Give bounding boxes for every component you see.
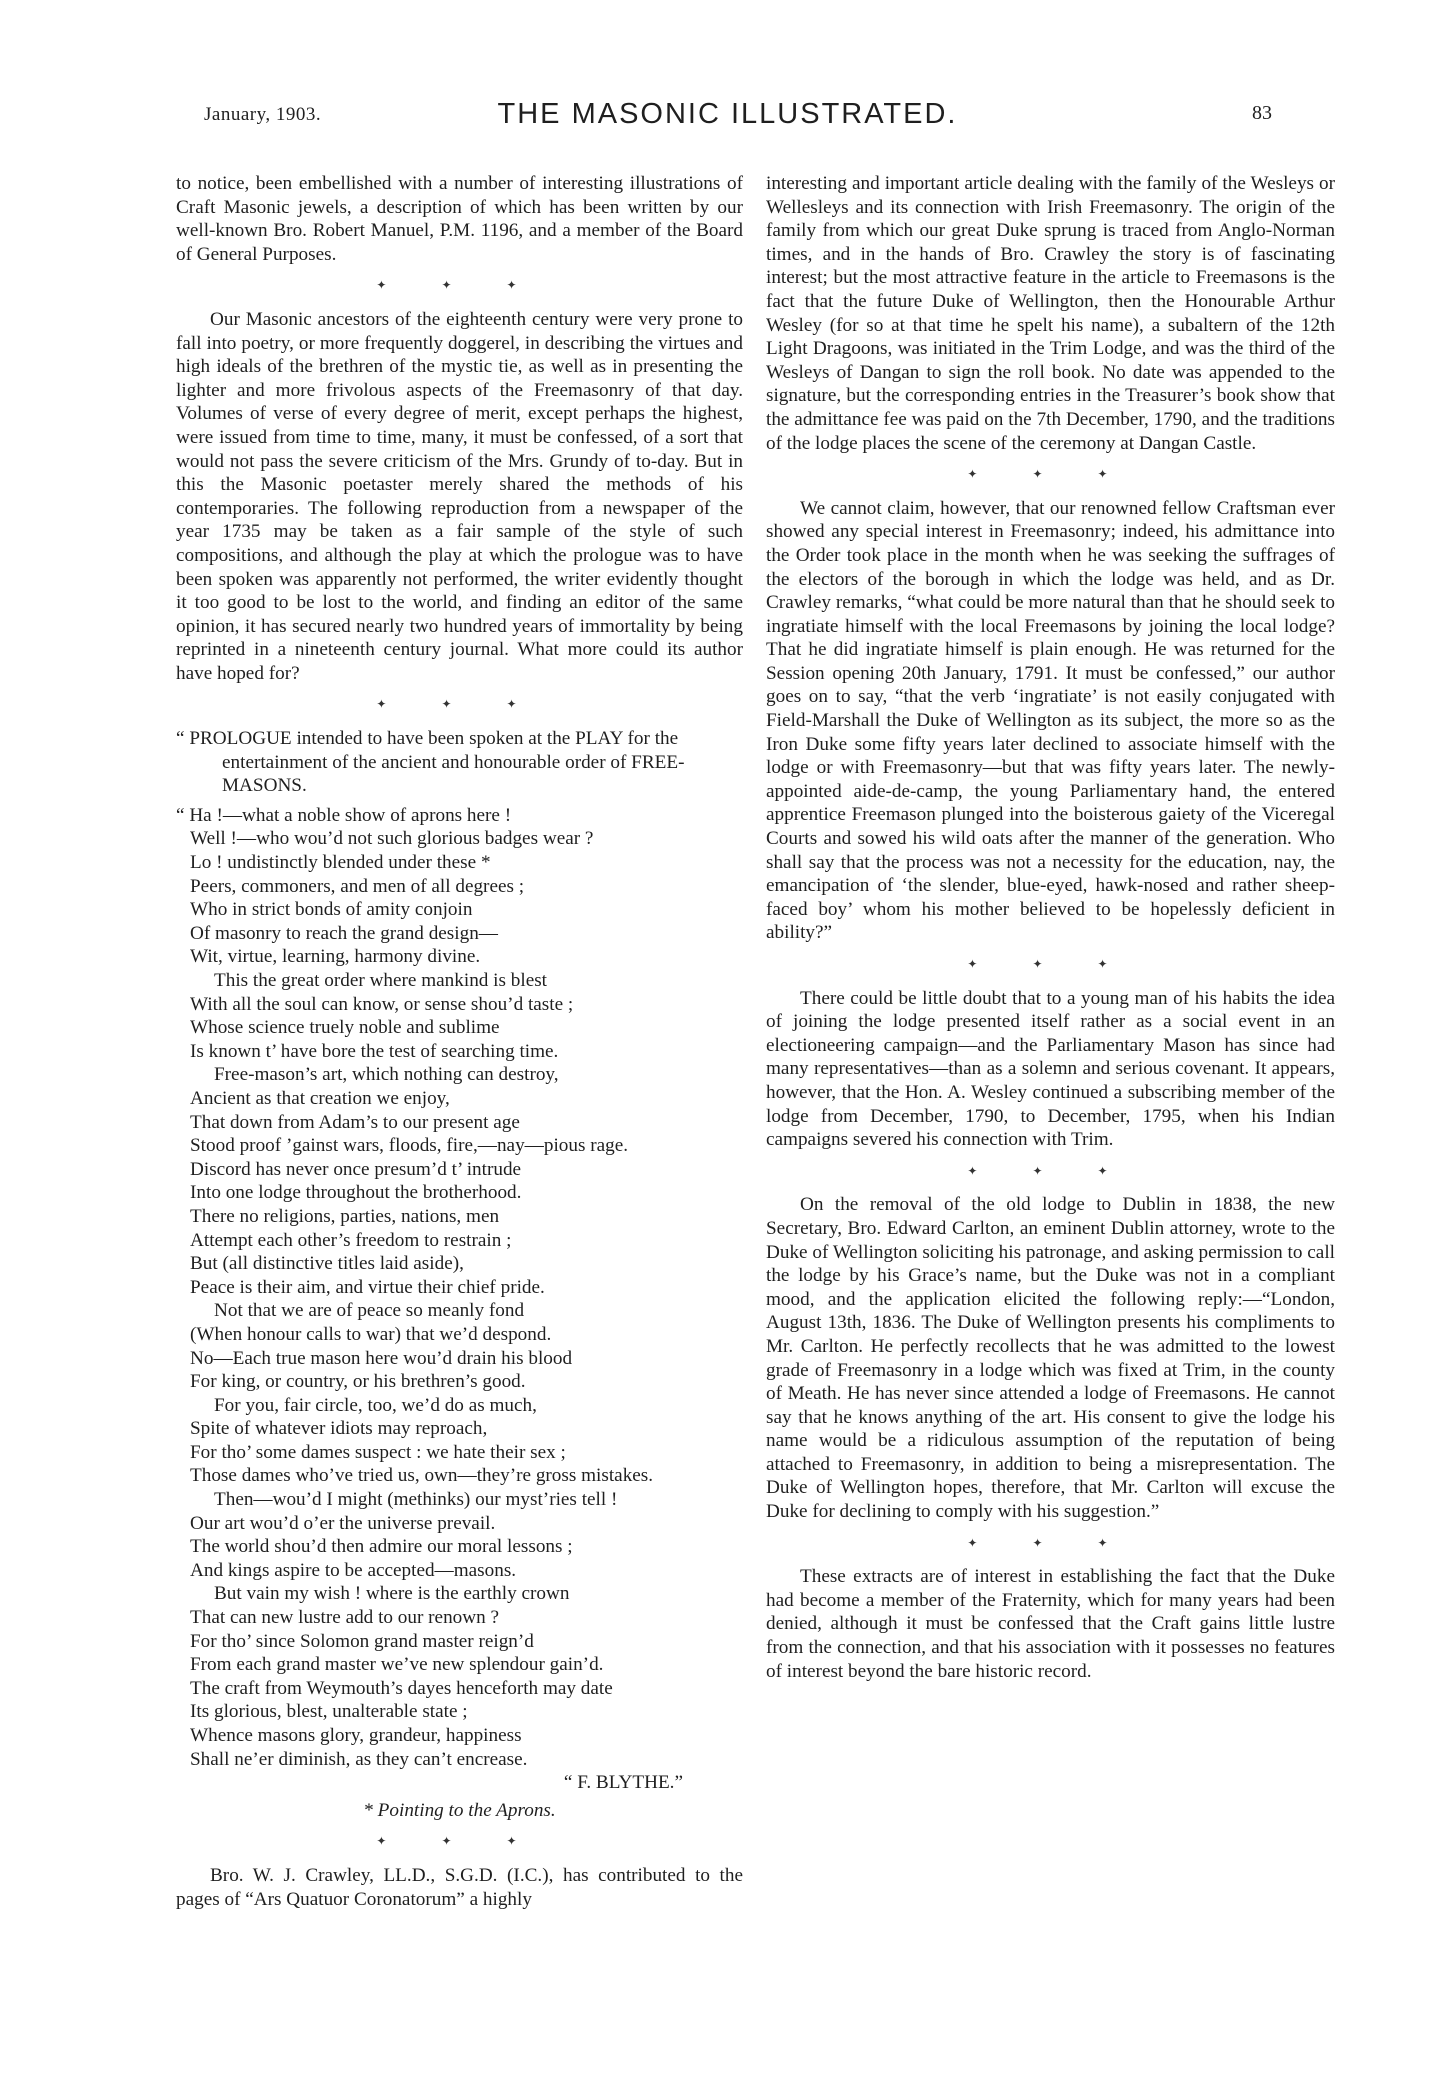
poem-line: Those dames who’ve tried us, own—they’re gross mistakes. [190,1465,654,1487]
poem-line: Whence masons glory, grandeur, happiness [190,1725,522,1746]
header-date: January, 1903. [204,104,322,125]
poem-line: Is known t’ have bore the test of searching time. [190,1040,559,1062]
poem-line: The craft from Weymouth’s dayes henceforth may date [190,1677,613,1699]
conclusion-paragraph: These extracts are of interest in establishing the fact that the Duke had become a member of the Fraternity, which for many years had been denied, although it must be confessed that the Craft gains little lustre from the connection, and that his association with it possesses no features of interest beyond the bare historic record. [766,1566,1335,1682]
section-ornament: ✦ ✦ ✦ [376,278,543,293]
section-ornament: ✦ ✦ ✦ [376,697,543,712]
poem-line: No—Each true mason here wou’d drain his blood [190,1347,573,1369]
ancestors-paragraph: Our Masonic ancestors of the eighteenth century were very prone to fall into poetry, or more frequently doggerel, in describing the virtues and high ideals of the brethren of the mystic tie, as well as in presenting the lighter and more frivolous aspects of the Freemasonry of that day. Volumes of verse of every degree of merit, except perhaps the highest, were issued from time to time, many, it must be confessed, of a sort that would not pass the severe criticism of the Mrs. Grundy of to-day. But in this the Masonic poetaster merely shared the methods of his contemporaries. The following reproduction from a newspaper of the year 1735 may be taken as a fair sample of the style of such compositions, and although the play at which the prologue was to have been spoken was apparently not performed, the writer evidently thought it too good to be lost to the world, and finding an editor of the same opinion, it has secured nearly two hundred years of immortality by being reprinted in a nineteenth century journal. What more could its author have hoped for? [176,308,743,684]
section-ornament: ✦ ✦ ✦ [376,1834,543,1849]
poem-line: Ancient as that creation we enjoy, [190,1087,450,1109]
poem-line: (When honour calls to war) that we’d despond. [190,1323,552,1345]
poem-line: Lo ! undistinctly blended under these * [190,852,491,874]
poem-line: Peers, commoners, and men of all degrees ; [190,875,525,897]
poem-line: Then—wou’d I might (methinks) our myst’ries tell ! [214,1489,618,1511]
poem-line: There no religions, parties, nations, men [190,1205,500,1227]
poem-signature: “ F. BLYTHE.” [563,1772,683,1794]
page-header [0,98,1455,138]
page-number: 83 [1252,102,1272,124]
poem-line: For you, fair circle, too, we’d do as much, [214,1394,537,1416]
poem-line: That can new lustre add to our renown ? [190,1607,500,1629]
poem-line: Not that we are of peace so meanly fond [214,1300,525,1322]
right-column [766,172,1335,1683]
poem-line: Wit, virtue, learning, harmony divine. [190,946,481,968]
poem-line: The world shou’d then admire our moral lessons ; [190,1536,573,1558]
poem-line: Peace is their aim, and virtue their chief pride. [190,1276,545,1298]
dublin-lodge-paragraph: On the removal of the old lodge to Dublin in 1838, the new Secretary, Bro. Edward Carlton, an eminent Dublin attorney, wrote to the Duke of Wellington soliciting his patronage, and asking permission to call the lodge by his Grace’s name, but the Duke was not in a compliant mood, and the application elicited the following reply:—“London, August 13th, 1836. The Duke of Wellington presents his compliments to Mr. Carlton. He perfectly recollects that he was admitted to the lowest grade of Freemasonry in a lodge which was fixed at Trim, in the county of Meath. He has never since attended a lodge of Freemasons. He cannot say that he knows anything of the art. His consent to give the lodge his name would be a ridiculous assumption of the reputation of being attached to Freemasonry, in addition to being a misrepresentation. The Duke of Wellington hopes, therefore, that Mr. Carlton will excuse the Duke for declining to comply with his suggestion.” [766,1194,1335,1523]
poem-line: “ Ha !—what a noble show of aprons here ! [176,804,512,826]
poem-line: That down from Adam’s to our present age [190,1111,520,1133]
poem-line: Shall ne’er diminish, as they can’t encrease. [190,1748,528,1770]
poem-line: Who in strict bonds of amity conjoin [190,899,473,921]
poem-footnote: * Pointing to the Aprons. [363,1799,556,1821]
magazine-title: THE MASONIC ILLUSTRATED. [497,98,958,130]
poem-line: Well !—who wou’d not such glorious badges wear ? [190,828,594,850]
poem-line: Whose science truely noble and sublime [190,1017,500,1039]
section-ornament: ✦ ✦ ✦ [967,1535,1134,1550]
poem-line: Attempt each other’s freedom to restrain ; [190,1229,512,1251]
craftsman-paragraph: We cannot claim, however, that our renowned fellow Craftsman ever showed any special interest in Freemasonry; indeed, his admittance into the Order took place in the month when he was seeking the suffrages of the electors of the borough in which the lodge was held, and as Dr. Crawley remarks, “what could be more natural than that he should seek to ingratiate himself with the local Freemasons by joining the local lodge? That he did ingratiate himself is plain enough. He was returned for the Session opening 20th January, 1791. It must be confessed,” our author goes on to say, “that the verb ‘ingratiate’ is not easily conjugated with Field-Marshall the Duke of Wellington as its subject, the more so as the Iron Duke some fifty years later declined to associate himself with the lodge or with Freemasonry—but that was fifty years later. The newly-appointed aide-de-camp, the young Parliamentary hand, the entered apprentice Freemason plunged into the boisterous gaiety of the Viceregal Courts and sowed his wild oats after the manner of the generation. Who shall say that the process was not a necessity for the education, nay, the emancipation of ‘the slender, blue-eyed, hawk-nosed and rather sheep-faced boy’ whom his mother believed to be hopelessly deficient in ability?” [766,497,1335,944]
poem-line: From each grand master we’ve new splendour gain’d. [190,1654,604,1676]
section-ornament: ✦ ✦ ✦ [967,1163,1134,1178]
poem-line: For tho’ some dames suspect : we hate their sex ; [190,1441,566,1463]
section-ornament: ✦ ✦ ✦ [967,467,1134,482]
poem-line: Stood proof ’gainst wars, floods, fire,—nay—pious rage. [190,1135,629,1157]
poem-line: Discord has never once presum’d t’ intrude [190,1158,522,1180]
poem-line: Of masonry to reach the grand design— [190,922,498,944]
poem-line: For tho’ since Solomon grand master reign’d [190,1630,534,1652]
section-ornament: ✦ ✦ ✦ [967,957,1134,971]
poem-line: With all the soul can know, or sense shou’d taste ; [190,993,574,1015]
wesley-paragraph: interesting and important article dealing with the family of the Wesleys or Wellesleys and its connection with Irish Freemasonry. The origin of the family from which our great Duke sprung is traced from Anglo-Norman times, and in the hands of Bro. Crawley the story is of fascinating interest; but the most attractive feature in the article to Freemasons is the fact that the future Duke of Wellington, then the Honourable Arthur Wesley (for so at that time he spelt his name), a subaltern of the 12th Light Dragoons, was initiated in the Trim Lodge, and was the third of the Wesleys of Dangan to sign the roll book. No date was appended to the signature, but the corresponding entries in the Treasurer’s book show that the admittance fee was paid on the 7th December, 1790, and the traditions of the lodge places the scene of the ceremony at Dangan Castle. [766,173,1335,454]
intro-paragraph: to notice, been embellished with a number of interesting illustrations of Craft Masonic jewels, a description of which has been written by our well-known Bro. Robert Manuel, P.M. 1196, and a member of the Board of General Purposes. [176,173,743,265]
poem-line: But vain my wish ! where is the earthly crown [214,1583,570,1605]
young-man-paragraph: There could be little doubt that to a young man of his habits the idea of joining the lodge presented itself rather as a social event in an electioneering campaign—and the Parliamentary Mason has since had many representatives—than as a solemn and serious covenant. It appears, however, that the Hon. A. Wesley continued a subscribing member of the lodge from December, 1790, to December, 1795, when his Indian campaigns severed his connection with Trim. [766,987,1335,1151]
crawley-paragraph: Bro. W. J. Crawley, LL.D., S.G.D. (I.C.), has contributed to the pages of “Ars Quatuor Coronatorum” a highly [176,1864,743,1910]
poem-line: Free-mason’s art, which nothing can destroy, [214,1064,559,1086]
poem-line: Into one lodge throughout the brotherhood. [190,1182,522,1204]
poem-line: Its glorious, blest, unalterable state ; [190,1701,468,1723]
poem-line: Our art wou’d o’er the universe prevail. [190,1512,496,1534]
poem-line: Spite of whatever idiots may reproach, [190,1418,488,1440]
poem-line: And kings aspire to be accepted—masons. [190,1559,517,1581]
left-column [176,172,743,1911]
prologue-poem [176,804,743,1771]
poem-title: “ PROLOGUE intended to have been spoken at the PLAY for the entertainment of the ancient and honourable order of FREE-MASONS. [176,728,685,797]
poem-line: But (all distinctive titles laid aside), [190,1253,464,1275]
poem-line: This the great order where mankind is blest [214,970,548,991]
poem-line: For king, or country, or his brethren’s good. [190,1371,526,1393]
